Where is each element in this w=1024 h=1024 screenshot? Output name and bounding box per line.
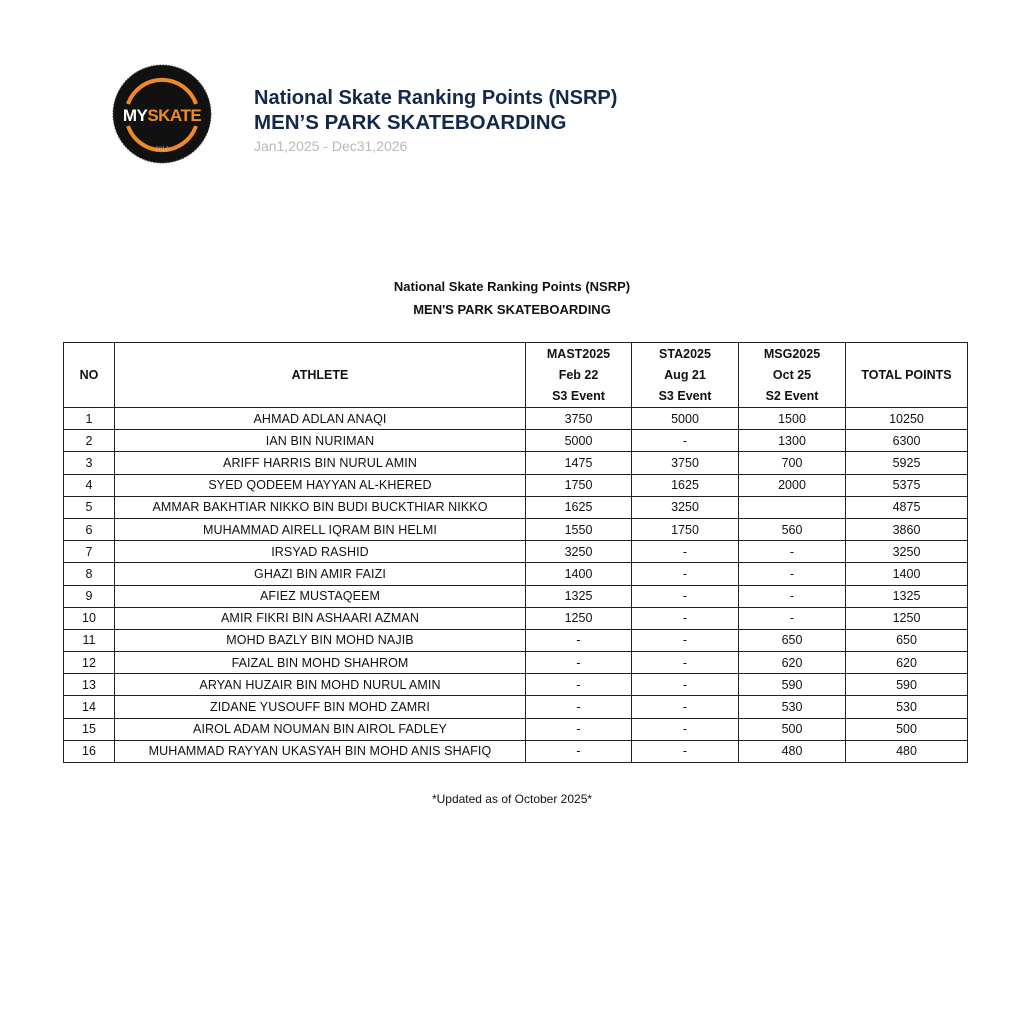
cell-msg2025: 700 [739, 452, 846, 474]
event-date: Aug 21 [664, 367, 706, 382]
table-header-row [64, 343, 968, 408]
cell-athlete: ZIDANE YUSOUFF BIN MOHD ZAMRI [115, 696, 526, 718]
cell-msg2025: 1500 [739, 408, 846, 430]
cell-athlete: IAN BIN NURIMAN [115, 430, 526, 452]
cell-athlete: GHAZI BIN AMIR FAIZI [115, 563, 526, 585]
cell-sta2025: - [632, 629, 739, 651]
cell-sta2025: 1750 [632, 518, 739, 540]
cell-total: 530 [846, 696, 968, 718]
cell-athlete: AFIEZ MUSTAQEEM [115, 585, 526, 607]
cell-athlete: MUHAMMAD AIRELL IQRAM BIN HELMI [115, 518, 526, 540]
cell-sta2025: - [632, 652, 739, 674]
cell-sta2025: - [632, 585, 739, 607]
cell-no: 13 [64, 674, 115, 696]
cell-mast2025: - [526, 629, 632, 651]
myskate-logo [112, 64, 212, 164]
cell-total: 10250 [846, 408, 968, 430]
cell-msg2025: 620 [739, 652, 846, 674]
cell-mast2025: 1325 [526, 585, 632, 607]
cell-msg2025: - [739, 585, 846, 607]
cell-no: 5 [64, 496, 115, 518]
event-name: MAST2025 [546, 346, 611, 361]
cell-total: 5925 [846, 452, 968, 474]
col-no: NO [64, 343, 115, 408]
cell-mast2025: 1400 [526, 563, 632, 585]
cell-sta2025: - [632, 430, 739, 452]
cell-sta2025: 5000 [632, 408, 739, 430]
cell-sta2025: 3750 [632, 452, 739, 474]
table-subtitle: MEN'S PARK SKATEBOARDING [413, 302, 611, 317]
event-name: MSG2025 [763, 346, 821, 361]
cell-mast2025: 3250 [526, 541, 632, 563]
table-row [64, 496, 968, 518]
cell-total: 5375 [846, 474, 968, 496]
col-athlete: ATHLETE [115, 343, 526, 408]
date-range: Jan1,2025 - Dec31,2026 [254, 138, 408, 154]
table-row [64, 408, 968, 430]
cell-msg2025: 560 [739, 518, 846, 540]
cell-no: 12 [64, 652, 115, 674]
cell-mast2025: 1625 [526, 496, 632, 518]
cell-no: 7 [64, 541, 115, 563]
cell-sta2025: - [632, 718, 739, 740]
cell-msg2025: - [739, 607, 846, 629]
cell-athlete: AMIR FIKRI BIN ASHAARI AZMAN [115, 607, 526, 629]
cell-msg2025: 2000 [739, 474, 846, 496]
cell-no: 6 [64, 518, 115, 540]
cell-no: 1 [64, 408, 115, 430]
event-name: STA2025 [659, 346, 711, 361]
cell-athlete: AIROL ADAM NOUMAN BIN AIROL FADLEY [115, 718, 526, 740]
cell-msg2025: 1300 [739, 430, 846, 452]
page-subtitle: MEN’S PARK SKATEBOARDING [254, 111, 567, 134]
cell-total: 590 [846, 674, 968, 696]
cell-total: 620 [846, 652, 968, 674]
cell-mast2025: - [526, 740, 632, 762]
table-row [64, 696, 968, 718]
cell-no: 14 [64, 696, 115, 718]
col-total-points: TOTAL POINTS [846, 343, 968, 408]
table-row [64, 674, 968, 696]
cell-athlete: IRSYAD RASHID [115, 541, 526, 563]
table-row [64, 452, 968, 474]
cell-mast2025: 1475 [526, 452, 632, 474]
cell-total: 500 [846, 718, 968, 740]
cell-msg2025: - [739, 541, 846, 563]
table-row [64, 740, 968, 762]
cell-athlete: MOHD BAZLY BIN MOHD NAJIB [115, 629, 526, 651]
cell-total: 480 [846, 740, 968, 762]
event-level: S3 Event [552, 388, 605, 403]
cell-total: 3860 [846, 518, 968, 540]
cell-msg2025: 590 [739, 674, 846, 696]
cell-mast2025: - [526, 674, 632, 696]
cell-athlete: ARIFF HARRIS BIN NURUL AMIN [115, 452, 526, 474]
cell-no: 2 [64, 430, 115, 452]
page-title: National Skate Ranking Points (NSRP) [254, 87, 618, 109]
event-level: S3 Event [658, 388, 712, 403]
cell-sta2025: 3250 [632, 496, 739, 518]
cell-no: 9 [64, 585, 115, 607]
cell-total: 4875 [846, 496, 968, 518]
table-title: National Skate Ranking Points (NSRP) [393, 279, 631, 294]
table-row [64, 541, 968, 563]
cell-sta2025: 1625 [632, 474, 739, 496]
cell-mast2025: 1750 [526, 474, 632, 496]
cell-sta2025: - [632, 541, 739, 563]
table-row [64, 474, 968, 496]
cell-athlete: MUHAMMAD RAYYAN UKASYAH BIN MOHD ANIS SHAFIQ [115, 740, 526, 762]
cell-msg2025: - [739, 563, 846, 585]
cell-total: 650 [846, 629, 968, 651]
logo-year: 2010 [155, 147, 169, 153]
event-level: S2 Event [765, 388, 819, 403]
event-date: Oct 25 [772, 367, 812, 382]
ranking-rows [64, 408, 968, 763]
cell-mast2025: - [526, 652, 632, 674]
table-row [64, 629, 968, 651]
cell-total: 3250 [846, 541, 968, 563]
cell-no: 4 [64, 474, 115, 496]
cell-mast2025: 1550 [526, 518, 632, 540]
logo-text-my: MY [122, 106, 148, 125]
ranking-table [63, 342, 968, 763]
cell-msg2025 [739, 496, 846, 518]
table-row [64, 518, 968, 540]
cell-msg2025: 500 [739, 718, 846, 740]
cell-no: 10 [64, 607, 115, 629]
cell-athlete: SYED QODEEM HAYYAN AL-KHERED [115, 474, 526, 496]
table-row [64, 430, 968, 452]
cell-mast2025: 5000 [526, 430, 632, 452]
cell-no: 16 [64, 740, 115, 762]
table-row [64, 607, 968, 629]
cell-sta2025: - [632, 696, 739, 718]
update-note: *Updated as of October 2025* [431, 792, 593, 806]
cell-sta2025: - [632, 607, 739, 629]
cell-athlete: AHMAD ADLAN ANAQI [115, 408, 526, 430]
cell-msg2025: 530 [739, 696, 846, 718]
cell-total: 1325 [846, 585, 968, 607]
col-event-msg2025 [739, 343, 846, 408]
cell-no: 11 [64, 629, 115, 651]
cell-sta2025: - [632, 563, 739, 585]
table-row [64, 652, 968, 674]
cell-total: 6300 [846, 430, 968, 452]
cell-no: 8 [64, 563, 115, 585]
table-row [64, 563, 968, 585]
col-event-mast2025 [526, 343, 632, 408]
cell-mast2025: 1250 [526, 607, 632, 629]
cell-athlete: AMMAR BAKHTIAR NIKKO BIN BUDI BUCKTHIAR NIKKO [115, 496, 526, 518]
cell-athlete: ARYAN HUZAIR BIN MOHD NURUL AMIN [115, 674, 526, 696]
col-event-sta2025 [632, 343, 739, 408]
cell-total: 1400 [846, 563, 968, 585]
table-row [64, 585, 968, 607]
svg-text:MYSKATE [123, 106, 202, 125]
cell-total: 1250 [846, 607, 968, 629]
table-row [64, 718, 968, 740]
cell-sta2025: - [632, 740, 739, 762]
cell-mast2025: - [526, 696, 632, 718]
cell-no: 15 [64, 718, 115, 740]
page-header [254, 86, 617, 154]
event-date: Feb 22 [558, 367, 599, 382]
cell-msg2025: 650 [739, 629, 846, 651]
cell-mast2025: 3750 [526, 408, 632, 430]
logo-text-skate: SKATE [147, 106, 202, 125]
cell-sta2025: - [632, 674, 739, 696]
cell-athlete: FAIZAL BIN MOHD SHAHROM [115, 652, 526, 674]
cell-no: 3 [64, 452, 115, 474]
cell-msg2025: 480 [739, 740, 846, 762]
cell-mast2025: - [526, 718, 632, 740]
